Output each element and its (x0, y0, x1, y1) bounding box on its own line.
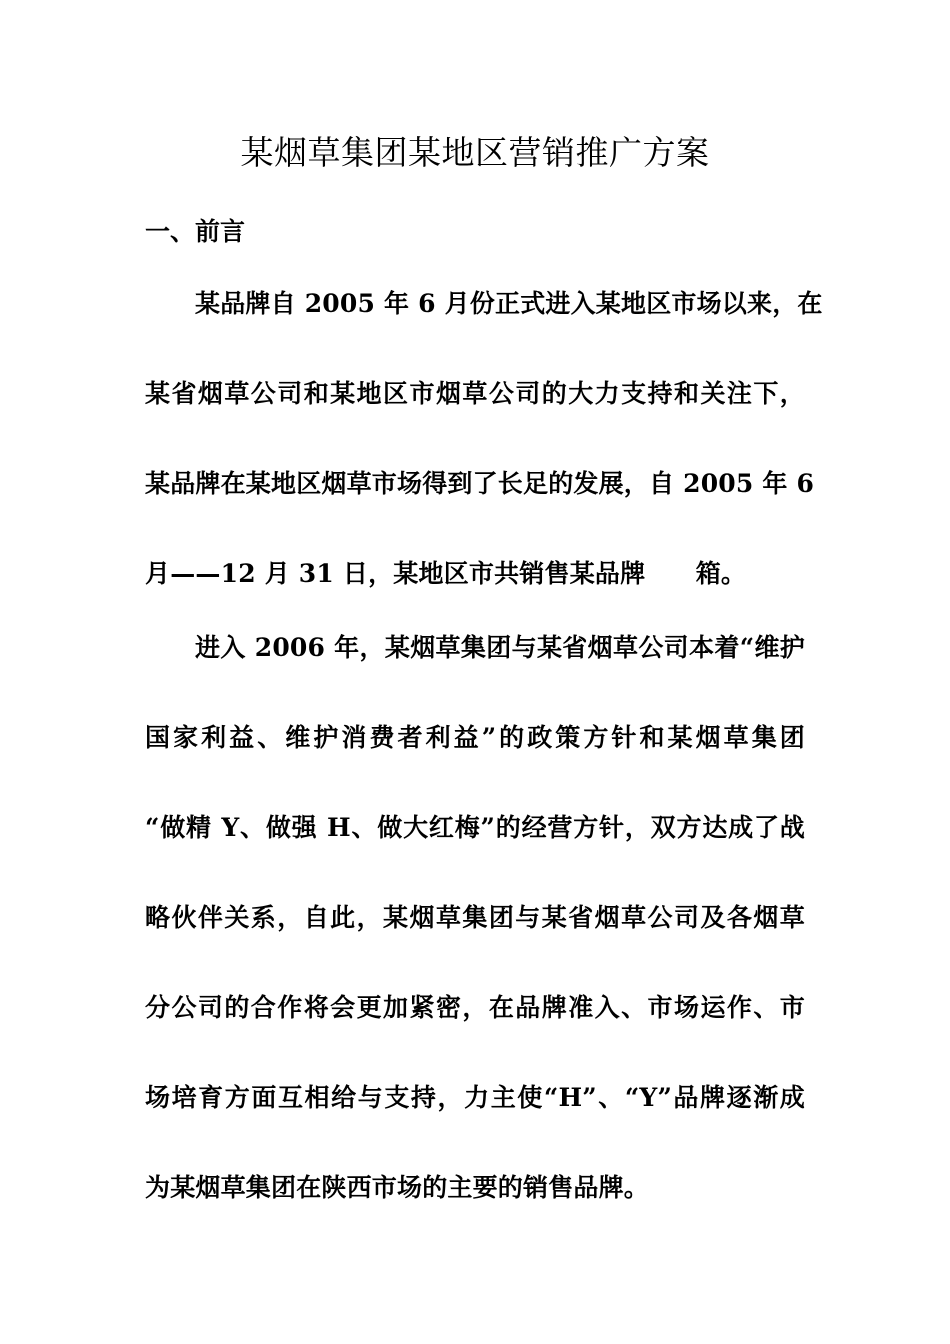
paragraph-line: 场培育方面互相给与支持，力主使“H”、“Y”品牌逐渐成 (145, 1083, 805, 1112)
paragraph-line: 某品牌在某地区烟草市场得到了长足的发展，自 2005 年 6 (145, 469, 815, 498)
section-heading-preface: 一、前言 (145, 217, 246, 246)
paragraph-line: 月——12 月 31 日，某地区市共销售某品牌 箱。 (145, 559, 747, 588)
paragraph-line: 某品牌自 2005 年 6 月份正式进入某地区市场以来，在 (195, 289, 823, 318)
paragraph-line: 略伙伴关系，自此，某烟草集团与某省烟草公司及各烟草 (145, 903, 805, 932)
paragraph-line: “做精 Y、做强 H、做大红梅”的经营方针，双方达成了战 (145, 813, 805, 842)
paragraph-line: 分公司的合作将会更加紧密，在品牌准入、市场运作、市 (145, 993, 805, 1022)
paragraph-line: 国家利益、维护消费者利益”的政策方针和某烟草集团 (145, 723, 805, 752)
paragraph-line: 为某烟草集团在陕西市场的主要的销售品牌。 (145, 1173, 650, 1202)
paragraph-line: 某省烟草公司和某地区市烟草公司的大力支持和关注下， (145, 379, 805, 408)
document-title: 某烟草集团某地区营销推广方案 (240, 133, 710, 172)
paragraph-line: 进入 2006 年，某烟草集团与某省烟草公司本着“维护 (195, 633, 805, 662)
